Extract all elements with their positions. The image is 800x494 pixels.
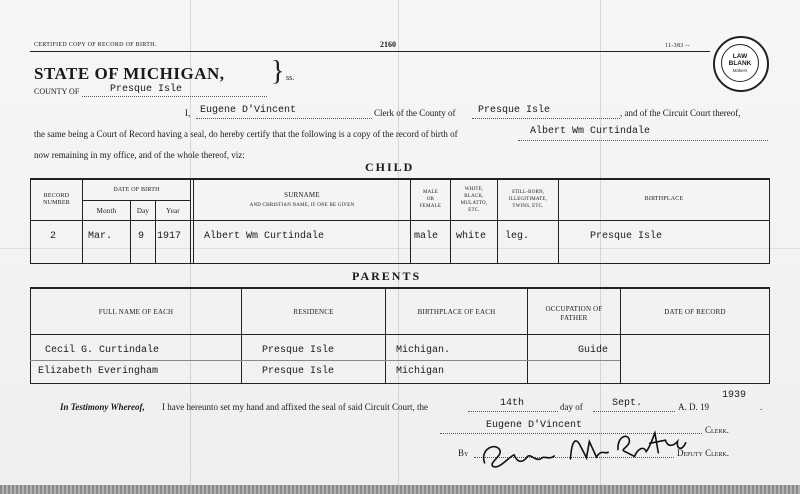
birthplace-header: BIRTHPLACE — [644, 196, 684, 202]
father-residence: Presque Isle — [262, 345, 335, 356]
deputy-clerk-label: Deputy Clerk. — [677, 448, 730, 458]
cert-line-3: now remaining in my office, and of the whole thereof, viz: — [34, 150, 245, 160]
clerk-name: Eugene D'Vincent — [200, 105, 297, 116]
day-header: Day — [136, 207, 150, 215]
col-divider — [193, 178, 194, 264]
bottom-edge — [0, 485, 800, 494]
surname-subheader: AND CHRISTIAN NAME, IF ONE BE GIVEN — [249, 203, 355, 208]
col-divider — [190, 178, 191, 264]
testimony-text: I have hereunto set my hand and affixed the seal of said Circuit Court, the — [162, 402, 429, 412]
seal-text-top: LAW — [732, 52, 748, 60]
mother-residence: Presque Isle — [262, 366, 335, 377]
mother-name: Elizabeth Everingham — [38, 366, 159, 377]
child-month: Mar. — [88, 231, 113, 242]
col-divider — [527, 287, 528, 384]
birthplace-of-each-header: BIRTHPLACE OF EACH — [417, 308, 496, 316]
testimony-lead: In Testimony Whereof, — [60, 402, 145, 412]
occupation-header: OCCUPATION OF FATHER — [545, 305, 603, 322]
father-occupation: Guide — [578, 345, 609, 356]
ad-label: A. D. 19 — [678, 402, 709, 412]
day-underline — [468, 411, 558, 412]
law-blank-seal — [713, 36, 769, 92]
child-race: white — [456, 231, 487, 242]
parents-table-right — [769, 287, 770, 384]
day-of-label: day of — [560, 402, 583, 412]
month-underline — [593, 411, 675, 412]
child-title: CHILD — [365, 160, 415, 174]
fold-line — [398, 0, 399, 494]
child-birthplace: Presque Isle — [590, 231, 663, 242]
child-table-left — [30, 178, 31, 264]
status-header: STILL-BORN, ILLEGITIMATE, TWINS, ETC. — [508, 190, 548, 209]
cert-line-2: the same being a Court of Record having a seal, do hereby certify that the following is a copy of the record of birth of — [34, 129, 458, 139]
month-header: Month — [96, 207, 117, 215]
child-header-bottom — [30, 220, 770, 221]
year-suffix: . — [760, 402, 763, 412]
county-label: COUNTY OF — [34, 87, 80, 96]
date-of-record-header: DATE OF RECORD — [664, 308, 726, 316]
seal-text-makers: Makers — [732, 67, 748, 73]
col-divider — [241, 287, 242, 384]
circuit-court-text: , and of the Circuit Court thereof, — [620, 108, 741, 118]
ss-label: ss. — [286, 73, 295, 82]
child-name: Albert Wm Curtindale — [204, 231, 325, 242]
child-status: leg. — [505, 231, 530, 242]
testimony-day: 14th — [500, 398, 525, 409]
col-divider — [558, 178, 559, 264]
residence-header: RESIDENCE — [293, 308, 334, 316]
cert-prefix: I, — [185, 108, 191, 118]
by-label: By — [458, 448, 469, 458]
mother-birthplace: Michigan — [396, 366, 445, 377]
child-record-number: 2 — [50, 231, 57, 242]
parents-table-top — [30, 287, 770, 289]
seal-text-bottom: BLANK — [728, 59, 752, 67]
child-table-top — [30, 178, 770, 180]
record-of-birth-name: Albert Wm Curtindale — [530, 126, 651, 137]
county2-underline — [472, 118, 620, 119]
child-table-bottom — [30, 263, 770, 264]
col-divider — [620, 287, 621, 384]
brace: } — [271, 56, 285, 87]
county-value: Presque Isle — [110, 84, 183, 95]
clerk-of-county-label: Clerk of the County of — [374, 108, 456, 118]
row-divider — [30, 360, 620, 361]
fold-line — [0, 248, 800, 249]
child-table-right — [769, 178, 770, 264]
race-header: WHITE, BLACK, MULATTO, ETC. — [460, 187, 488, 213]
record-number-header: RECORD NUMBER — [43, 193, 70, 206]
dob-divider — [82, 200, 190, 201]
form-number: 2160 — [380, 40, 396, 49]
deputy-signature — [477, 423, 689, 480]
form-code: 11-383 -- — [665, 43, 690, 49]
parents-table-left — [30, 287, 31, 384]
county-value-2: Presque Isle — [478, 105, 551, 116]
clerk-underline — [196, 118, 372, 119]
child-day: 9 — [138, 231, 145, 242]
county-underline — [82, 96, 267, 97]
parents-title: PARENTS — [352, 269, 422, 283]
child-year: 1917 — [157, 231, 182, 242]
certified-copy-label: CERTIFIED COPY OF RECORD OF BIRTH. — [34, 42, 157, 48]
parents-header-bottom — [30, 334, 770, 335]
sex-header: MALE OR FEMALE — [419, 190, 442, 209]
date-of-birth-header: DATE OF BIRTH — [113, 187, 160, 193]
father-birthplace: Michigan. — [396, 345, 451, 356]
state-title: STATE OF MICHIGAN, — [34, 64, 225, 83]
fold-line — [600, 0, 601, 494]
testimony-month: Sept. — [612, 398, 643, 409]
testimony-year: 1939 — [722, 390, 747, 401]
col-divider — [385, 287, 386, 384]
child-sex: male — [414, 231, 439, 242]
parents-table-bottom — [30, 383, 770, 384]
header-rule — [30, 51, 710, 52]
year-header: Year — [166, 207, 180, 215]
father-name: Cecil G. Curtindale — [45, 345, 160, 356]
full-name-header: FULL NAME OF EACH — [98, 308, 174, 316]
surname-header: SURNAME — [284, 191, 320, 199]
name-underline — [518, 140, 768, 141]
clerk-label: Clerk. — [705, 425, 729, 435]
signing-clerk-name: Eugene D'Vincent — [486, 420, 583, 431]
